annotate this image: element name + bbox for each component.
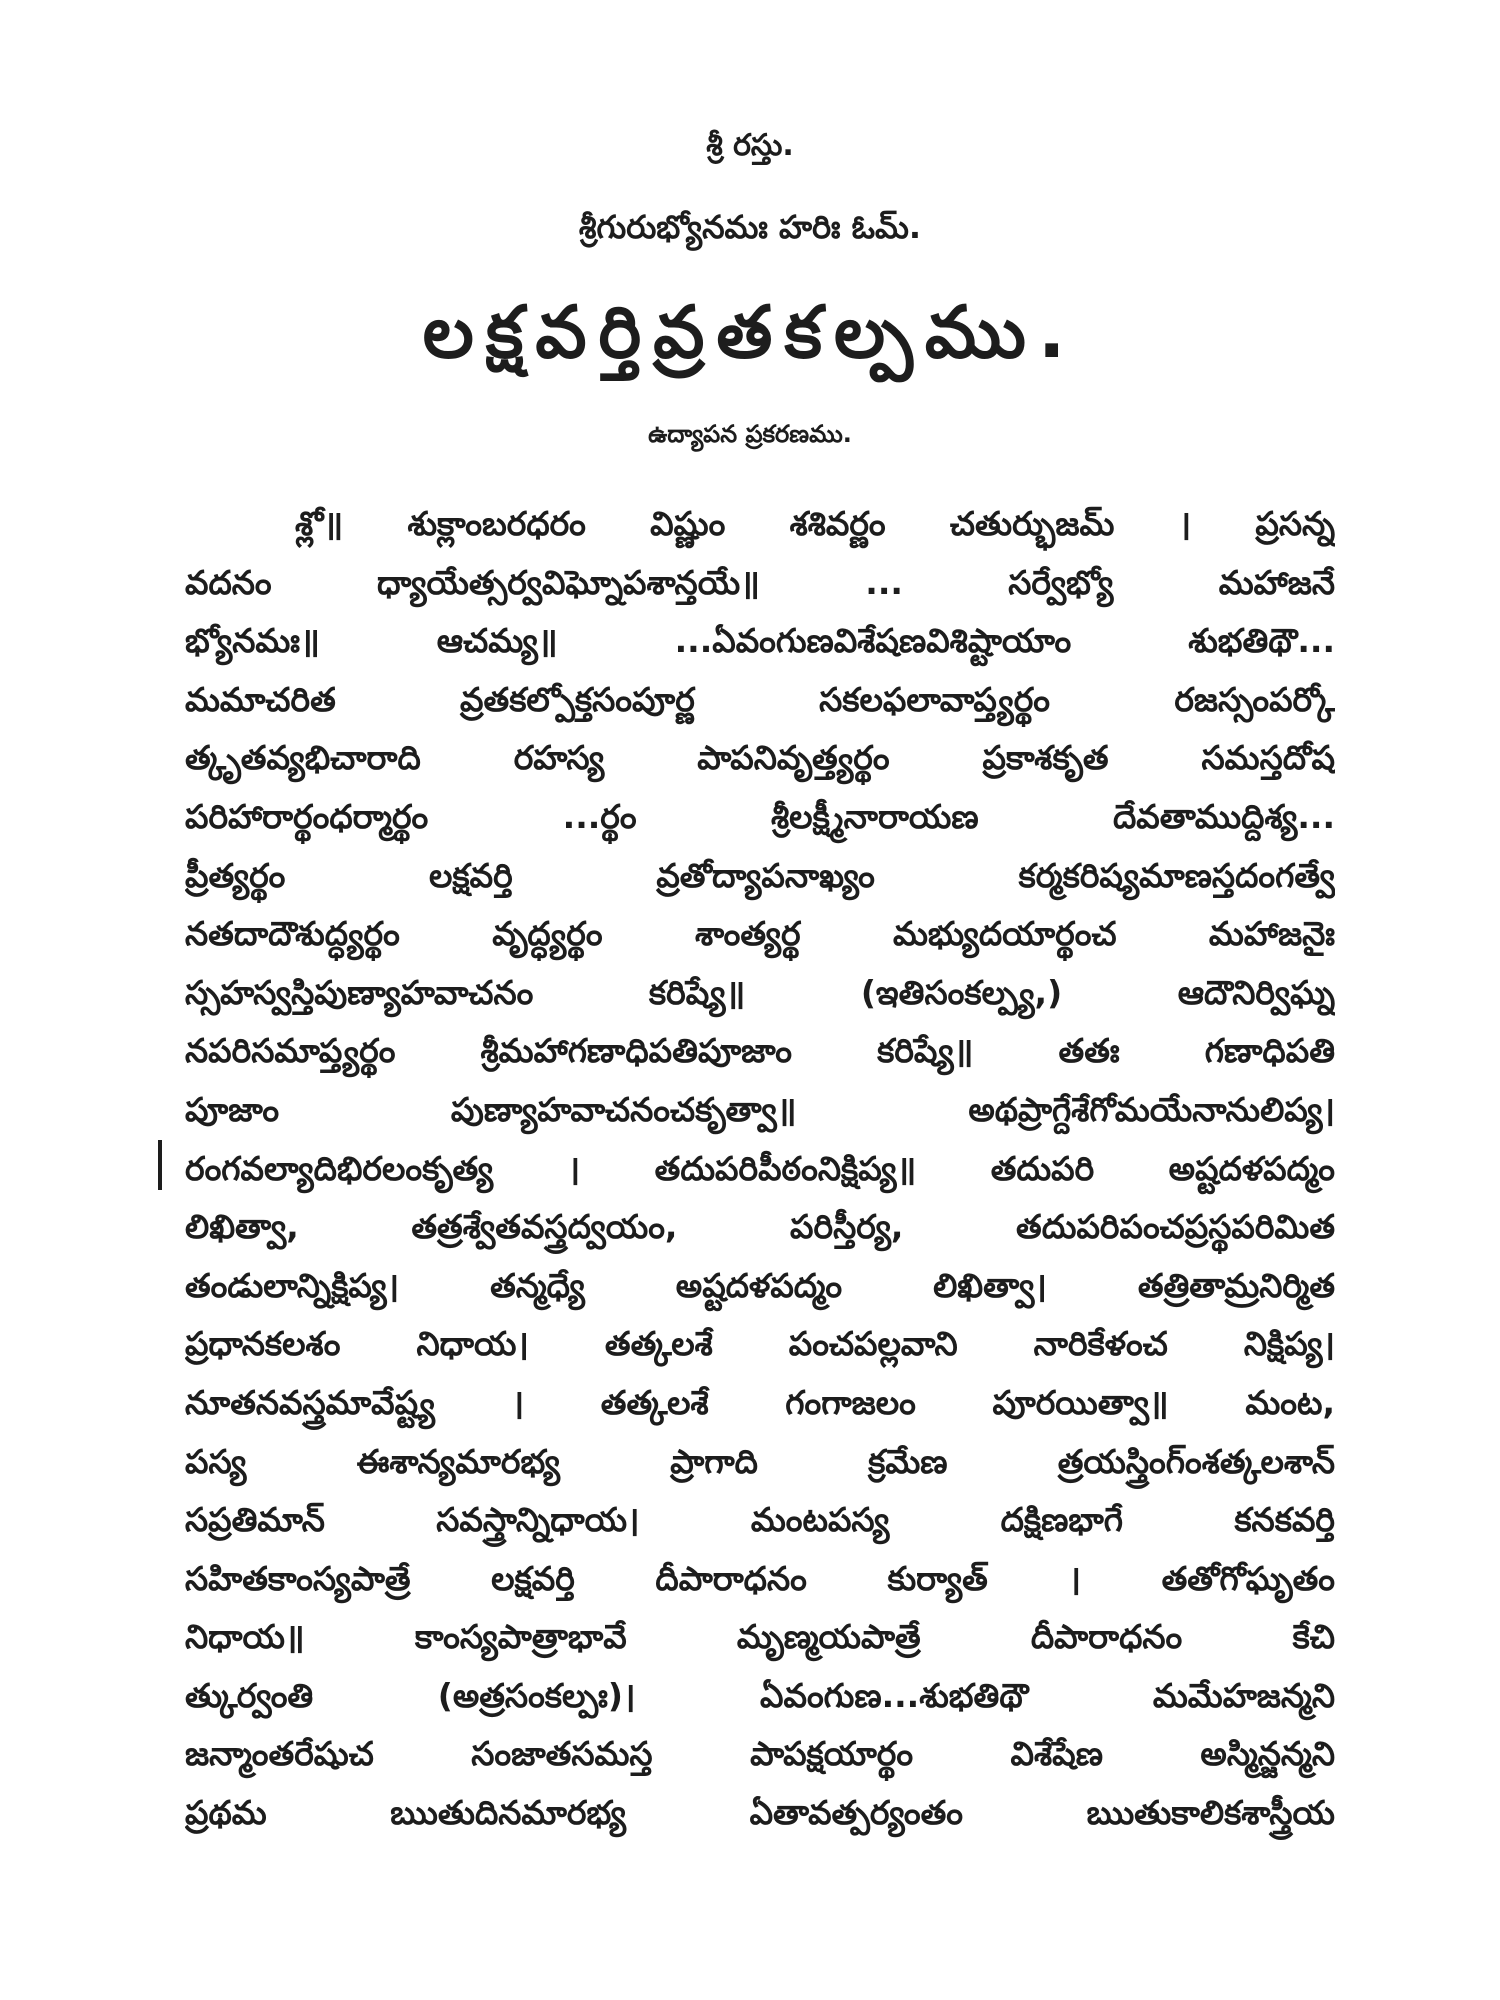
text-line: ప్రధానకలశం నిధాయ। తత్కలశే పంచపల్లవాని నారికేళంచ నిక్షిప్య। bbox=[185, 1324, 1335, 1364]
text-line: భ్యోనమః॥ ఆచమ్య॥ ...ఏవంగుణవిశేషణవిశిష్టాయాం శుభతిథౌ... bbox=[185, 621, 1335, 661]
salutation-line: శ్రీగురుభ్యోనమః హరిః ఓమ్. bbox=[578, 208, 922, 246]
text-line: పూజాం పుణ్యాహవాచనంచకృత్వా॥ అథప్రాగ్దేశేగోమయేనానులిప్య। bbox=[185, 1089, 1335, 1129]
text-line: ప్రథమ ఋతుదినమారభ్య ఏతావత్పర్యంతం ఋతుకాలికశాస్త్రీయ bbox=[185, 1793, 1335, 1833]
text-line: లిఖిత్వా, తత్రశ్వేతవస్త్రద్వయం, పరిస్తీర్య, తదుపరిపంచప్రస్థపరిమిత bbox=[185, 1207, 1335, 1247]
invocation-heading: శ్రీ రస్తు. bbox=[706, 128, 794, 163]
text-line: స్సహస్వస్తిపుణ్యాహవాచనం కరిష్యే॥ (ఇతిసంకల్ప్య,) ఆదౌనిర్విఘ్న bbox=[185, 972, 1335, 1012]
text-line: నతదాదౌశుద్ధ్యర్థం వృద్ధ్యర్థం శాంత్యర్థ మభ్యుదయార్థంచ మహాజనైః bbox=[185, 914, 1335, 954]
text-line: పరిహారార్థంధర్మార్థం ...ర్థం శ్రీలక్ష్మీనారాయణ దేవతాముద్దిశ్య... bbox=[185, 796, 1335, 836]
text-line: పస్య ఈశాన్యమారభ్య ప్రాగాది క్రమేణ త్రయస్త్రింగ్ంశత్కలశాన్ bbox=[185, 1441, 1335, 1481]
text-line: నిధాయ॥ కాంస్యపాత్రాభావే మృణ్మయపాత్రే దీపారాధనం కేచి bbox=[185, 1617, 1335, 1657]
text-line: నపరిసమాప్త్యర్థం శ్రీమహాగణాధిపతిపూజాం కరిష్యే॥ తతః గణాధిపతి bbox=[185, 1031, 1335, 1071]
text-line: సహితకాంస్యపాత్రే లక్షవర్తి దీపారాధనం కుర్యాత్ । తతోగోఘృతం bbox=[185, 1558, 1335, 1598]
text-line: వదనం ధ్యాయేత్సర్వవిఘ్నోపశాన్తయే॥ ... సర్వేభ్యో మహాజనే bbox=[185, 562, 1335, 602]
text-line: త్కుర్వంతి (అత్రసంకల్పః)। ఏవంగుణ...శుభతిథౌ మమేహజన్మని bbox=[185, 1675, 1335, 1715]
page-title: లక్షవర్తివ్రతకల్పము. bbox=[422, 290, 1078, 374]
text-line: మమాచరిత వ్రతకల్పోక్తసంపూర్ణ సకలఫలావాప్త్యర్థం రజస్సంపర్కో bbox=[185, 679, 1335, 719]
text-line: జన్మాంతరేషుచ సంజాతసమస్త పాపక్షయార్థం విశేషేణ అస్మిన్జన్మని bbox=[185, 1734, 1335, 1774]
text-line: నూతనవస్త్రమావేష్ట్య । తత్కలశే గంగాజలం పూరయిత్వా॥ మంట, bbox=[185, 1382, 1335, 1422]
body-text bbox=[185, 495, 1335, 1843]
text-line: త్కృతవ్యభిచారాది రహస్య పాపనివృత్త్యర్థం ప్రకాశకృత సమస్తదోష bbox=[185, 738, 1335, 778]
section-subtitle: ఉద్యాపన ప్రకరణము. bbox=[648, 420, 852, 448]
text-line: శ్లో॥ శుక్లాంబరధరం విష్ణుం శశివర్ణం చతుర్భుజమ్ । ప్రసన్న bbox=[295, 504, 1335, 543]
text-line: ప్రీత్యర్థం లక్షవర్తి వ్రతోద్యాపనాఖ్యం కర్మకరిష్యమాణస్తదంగత్వే bbox=[185, 855, 1335, 895]
text-line: సప్రతిమాన్ సవస్త్రాన్నిధాయ। మంటపస్య దక్షిణభాగే కనకవర్తి bbox=[185, 1500, 1335, 1540]
text-line: తండులాన్నిక్షిప్య। తన్మధ్యే అష్టదళపద్మం లిఖిత్వా। తత్రితామ్రనిర్మిత bbox=[185, 1265, 1335, 1305]
text-line: రంగవల్యాదిభిరలంకృత్య । తదుపరిపీఠంనిక్షిప్య॥ తదుపరి అష్టదళపద్మం bbox=[185, 1148, 1335, 1188]
margin-mark bbox=[158, 1140, 162, 1190]
